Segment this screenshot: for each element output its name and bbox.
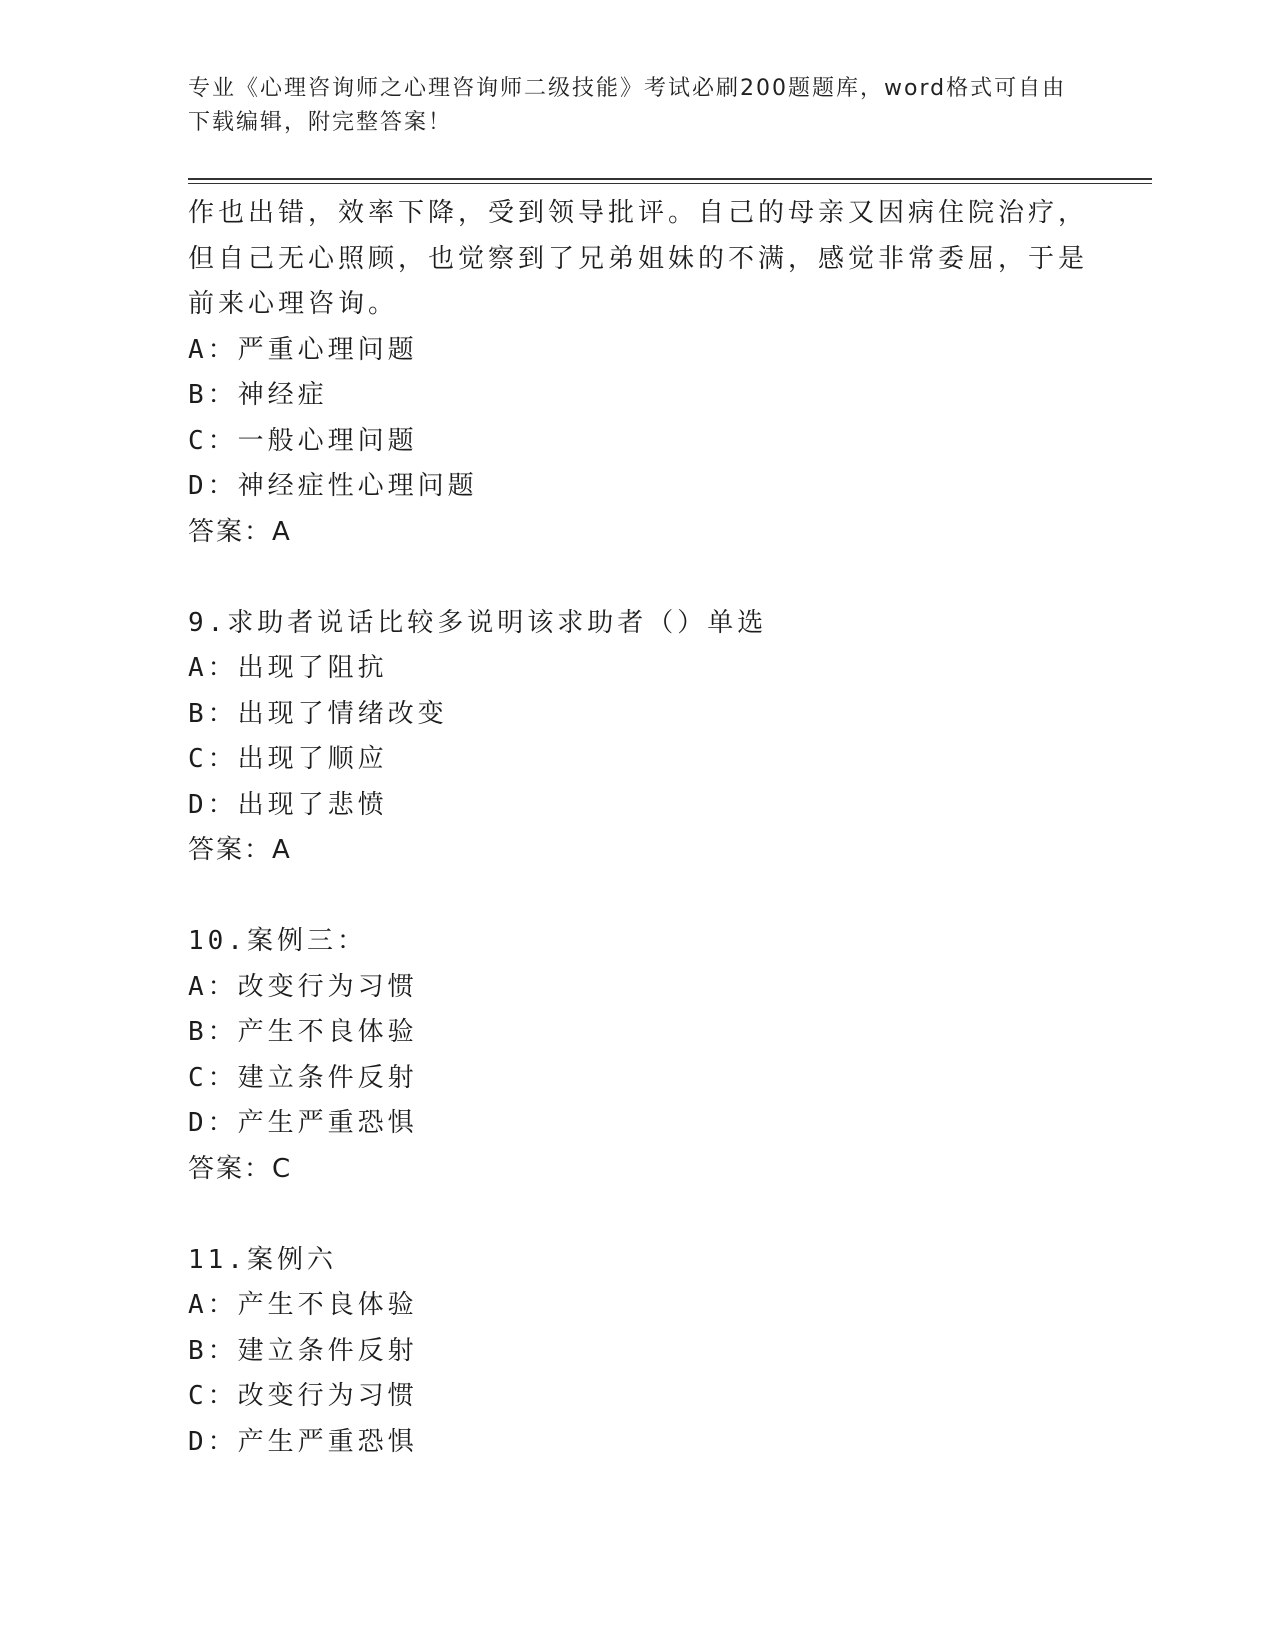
option-c: C：改变行为习惯 (188, 1381, 418, 1411)
header-title: 专业《心理咨询师之心理咨询师二级技能》考试必刷200题题库，word格式可自由下载编辑，附完整答案！ (188, 76, 1067, 135)
option-a: A：出现了阻抗 (188, 653, 388, 683)
answer-line: 答案：A (188, 516, 292, 547)
option-b: B：产生不良体验 (188, 1017, 418, 1047)
option-b: B：建立条件反射 (188, 1335, 418, 1366)
question-block-9 (188, 601, 1118, 874)
option-d: D：产生严重恐惧 (188, 1426, 418, 1457)
question-text-line: 作也出错，效率下降，受到领导批评。自己的母亲又因病住院治疗， (188, 198, 1089, 228)
question-text-line: 前来心理咨询。 (188, 289, 399, 319)
document-header (188, 72, 1068, 140)
question-block-continued (188, 191, 1118, 555)
option-d: D：神经症性心理问题 (188, 471, 478, 501)
option-a: A：改变行为习惯 (188, 971, 418, 1002)
question-block-10 (188, 919, 1118, 1192)
option-d: D：出现了悲愤 (188, 789, 388, 820)
option-b: B：神经症 (188, 380, 328, 410)
option-c: C：建立条件反射 (188, 1062, 418, 1093)
spacer (188, 555, 1118, 601)
question-stem: 11.案例六 (188, 1244, 337, 1275)
option-a: A：产生不良体验 (188, 1290, 418, 1320)
answer-line: 答案：C (188, 1153, 293, 1184)
option-a: A：严重心理问题 (188, 334, 418, 365)
question-stem: 10.案例三： (188, 926, 367, 956)
option-b: B：出现了情绪改变 (188, 698, 448, 729)
question-block-11 (188, 1238, 1118, 1466)
spacer (188, 1192, 1118, 1238)
option-c: C：出现了顺应 (188, 744, 388, 774)
spacer (188, 874, 1118, 920)
question-text-line: 但自己无心照顾，也觉察到了兄弟姐妹的不满，感觉非常委屈，于是 (188, 243, 1089, 274)
option-c: C：一般心理问题 (188, 425, 418, 456)
question-content (188, 191, 1118, 1465)
question-stem: 9.求助者说话比较多说明该求助者（）单选 (188, 607, 768, 638)
header-divider-thin (188, 183, 1152, 184)
option-d: D：产生严重恐惧 (188, 1108, 418, 1138)
header-divider (188, 178, 1152, 180)
answer-line: 答案：A (188, 835, 292, 865)
